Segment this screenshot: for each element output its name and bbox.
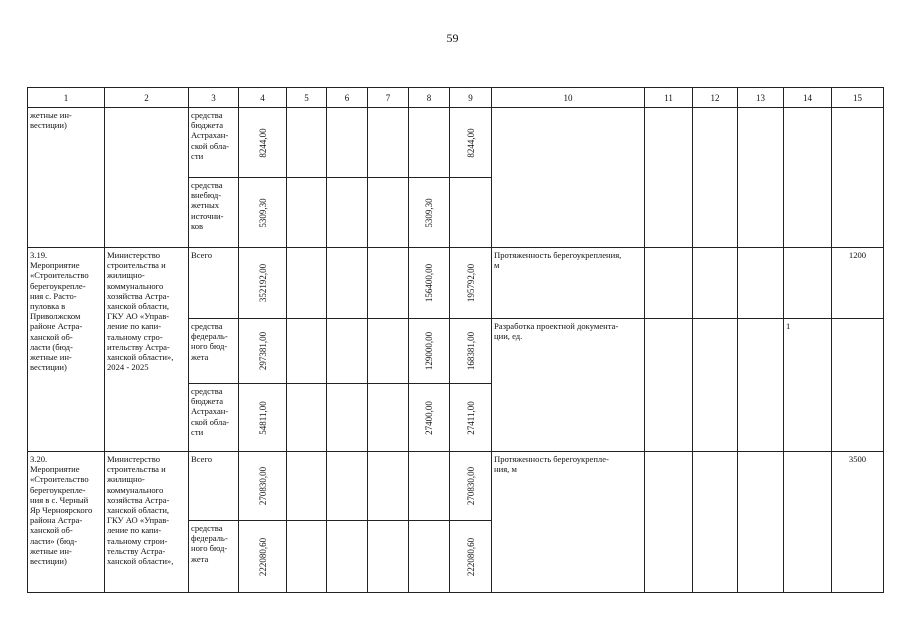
amount-total-cell: 8244,00 <box>239 108 287 178</box>
funding-source-cell: средства бюджета Астрахан- ской обла- сти <box>189 108 239 178</box>
empty-cell <box>368 521 409 593</box>
amount-2024-cell: 129000,00 <box>409 319 450 384</box>
empty-cell <box>287 248 327 319</box>
empty-cell <box>645 452 693 593</box>
empty-cell <box>738 319 784 452</box>
indicator-value-cell: 3500 <box>832 452 884 593</box>
indicator-cell <box>492 108 645 248</box>
indicator-cell: Разработка проектной документа- ции, ед. <box>492 319 645 452</box>
empty-cell <box>287 521 327 593</box>
indicator-value-cell: 1200 <box>832 248 884 319</box>
amount-2025-cell: 195792,00 <box>450 248 492 319</box>
empty-cell <box>368 178 409 248</box>
amount-2025-cell: 222080,60 <box>450 521 492 593</box>
empty-cell <box>287 319 327 384</box>
item-name-cell: 3.19. Мероприятие «Строительство берегоукрепле- ния с. Расто- пуловка в Приволжском районе Астра- ханской об- ласти (бюд- жетные ин- вестиции) <box>28 248 105 452</box>
amount-2024-cell <box>409 521 450 593</box>
empty-cell <box>645 108 693 248</box>
empty-cell <box>327 384 368 452</box>
column-header: 2 <box>105 88 189 108</box>
funding-source-cell: средства федераль- ного бюд- жета <box>189 521 239 593</box>
item-name-cell: жетные ин- вестиции) <box>28 108 105 248</box>
column-header: 8 <box>409 88 450 108</box>
responsible-cell: Министерство строительства и жилищно- коммунального хозяйства Астра- ханской области, ГКУ АО «Управ- ление по капи- тальному строи- тельству Астра- ханской области», <box>105 452 189 593</box>
amount-total-cell: 270830,00 <box>239 452 287 521</box>
amount-2025-cell <box>450 178 492 248</box>
empty-cell <box>287 108 327 178</box>
table-row <box>28 248 884 319</box>
amount-2024-cell <box>409 452 450 521</box>
empty-cell <box>368 384 409 452</box>
amount-total-cell: 5309,30 <box>239 178 287 248</box>
empty-cell <box>368 108 409 178</box>
empty-cell <box>287 452 327 521</box>
amount-2025-cell: 168381,00 <box>450 319 492 384</box>
item-name-cell: 3.20. Мероприятие «Строительство берегоукрепле- ния в с. Черный Яр Черноярского района Астра- ханской об- ласти» (бюд- жетные ин- вестиции) <box>28 452 105 593</box>
amount-2025-cell: 27411,00 <box>450 384 492 452</box>
empty-cell <box>693 319 738 452</box>
empty-cell <box>327 452 368 521</box>
amount-2025-cell: 270830,00 <box>450 452 492 521</box>
empty-cell <box>287 384 327 452</box>
amount-total-cell: 297381,00 <box>239 319 287 384</box>
amount-2024-cell: 5309,30 <box>409 178 450 248</box>
funding-source-cell: средства федераль- ного бюд- жета <box>189 319 239 384</box>
indicator-value-cell <box>832 108 884 248</box>
column-header: 10 <box>492 88 645 108</box>
empty-cell <box>738 248 784 319</box>
empty-cell <box>327 521 368 593</box>
empty-cell <box>327 178 368 248</box>
funding-source-cell: средства бюджета Астрахан- ской обла- сти <box>189 384 239 452</box>
empty-cell <box>368 248 409 319</box>
funding-source-cell: Всего <box>189 248 239 319</box>
funding-source-cell: средства внебюд- жетных источни- ков <box>189 178 239 248</box>
empty-cell <box>368 452 409 521</box>
column-header: 6 <box>327 88 368 108</box>
column-header: 4 <box>239 88 287 108</box>
column-header: 15 <box>832 88 884 108</box>
indicator-value-cell <box>832 319 884 452</box>
empty-cell <box>693 452 738 593</box>
indicator-value-cell: 1 <box>784 319 832 452</box>
empty-cell <box>368 319 409 384</box>
empty-cell <box>645 248 693 319</box>
column-header: 14 <box>784 88 832 108</box>
table-row <box>28 452 884 521</box>
indicator-value-cell <box>784 452 832 593</box>
budget-table <box>27 87 884 593</box>
column-header: 9 <box>450 88 492 108</box>
amount-2025-cell: 8244,00 <box>450 108 492 178</box>
column-header: 3 <box>189 88 239 108</box>
table-row <box>28 108 884 178</box>
empty-cell <box>287 178 327 248</box>
empty-cell <box>693 108 738 248</box>
indicator-value-cell <box>784 248 832 319</box>
amount-total-cell: 352192,00 <box>239 248 287 319</box>
amount-2024-cell: 156400,00 <box>409 248 450 319</box>
indicator-cell: Протяженность берегоукрепле- ния, м <box>492 452 645 593</box>
table-header-row <box>28 88 884 108</box>
column-header: 13 <box>738 88 784 108</box>
empty-cell <box>738 108 784 248</box>
empty-cell <box>327 248 368 319</box>
column-header: 1 <box>28 88 105 108</box>
empty-cell <box>693 248 738 319</box>
page-number: 59 <box>446 31 459 45</box>
indicator-value-cell <box>784 108 832 248</box>
responsible-cell: Министерство строительства и жилищно- коммунального хозяйства Астра- ханской области, ГКУ АО «Управ- ление по капи- тальному стро- ительству Астра- ханской области», 2024 - 2025 <box>105 248 189 452</box>
funding-source-cell: Всего <box>189 452 239 521</box>
indicator-cell: Протяженность берегоукрепления, м <box>492 248 645 319</box>
empty-cell <box>327 108 368 178</box>
amount-2024-cell <box>409 108 450 178</box>
amount-total-cell: 222080,60 <box>239 521 287 593</box>
empty-cell <box>645 319 693 452</box>
column-header: 5 <box>287 88 327 108</box>
empty-cell <box>738 452 784 593</box>
amount-2024-cell: 27400,00 <box>409 384 450 452</box>
empty-cell <box>327 319 368 384</box>
responsible-cell <box>105 108 189 248</box>
amount-total-cell: 54811,00 <box>239 384 287 452</box>
column-header: 11 <box>645 88 693 108</box>
column-header: 12 <box>693 88 738 108</box>
column-header: 7 <box>368 88 409 108</box>
